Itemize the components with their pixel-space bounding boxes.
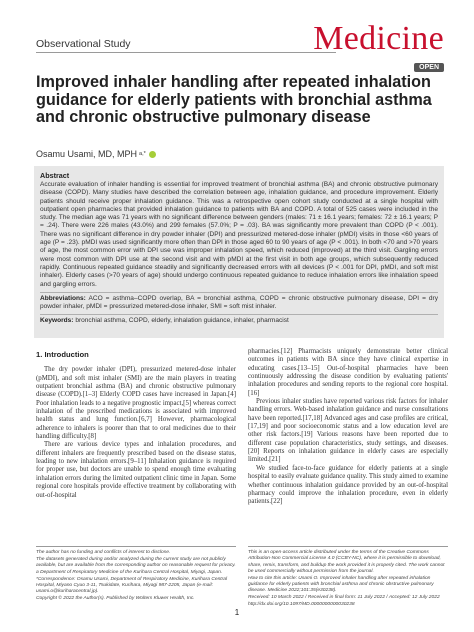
abbreviations — [40, 295, 438, 312]
footnote-divider-left — [36, 546, 236, 547]
open-access-badge: OPEN — [414, 63, 444, 72]
body-column-right — [248, 348, 448, 507]
article-title: Improved inhaler handling after repeated inhalation guidance for elderly patients with bronchial asthma and chronic obstructive pulmonary disease — [36, 73, 432, 126]
body-paragraph: We studied face-to-face guidance for elderly patients at a single hospital to easily evaluate guidance quality. This study aimed to examine whether continuous inhalation guidance provided by an out-of-hospital pharmacy could improve the inhalation procedure, even in elderly patients.[22] — [248, 464, 448, 506]
journal-brand — [313, 22, 444, 56]
footnote: Copyright © 2022 the Author(s). Published by Wolters Kluwer Health, Inc. — [36, 596, 195, 602]
abbreviations-label: Abbreviations: — [40, 294, 86, 302]
abstract-heading: Abstract — [40, 171, 70, 180]
keywords-divider — [40, 314, 438, 315]
abstract-divider — [40, 292, 438, 293]
footnote: *Correspondence: Osamu Usami, Department of Respiratory Medicine, Kurihara Central Hospital, Miyano Cyuo 3-11, Tsukidate, Kurihara, Miyagi 987-2205, Japan (e-mail: usami.o@kuriharacentral.jp). — [36, 576, 228, 595]
abstract-text: Accurate evaluation of inhaler handling is essential for improved treatment of bronchial asthma (BA) and chronic obstructive pulmonary disease (COPD). Many studies have described the correlation between age, inhalation guidance, and procedure improvement. Elderly patients should receive proper inhalation guidance. This was a retrospective open cohort study conducted at a single hospital with outpatient open pharmacies that provided inhalation guidance to patients with BA and COPD. A total of 525 cases were included in the study. The median age was 71 years with no significant difference between genders (males: 71 ± 16.1 years; females: 72 ± 16.1 years; P = .24). There were 226 males (43.0%) and 299 females (57.0%; P = .03). BA was significantly more prevalent than COPD (P < .001). There was no significant difference in dry powder inhaler (DPI) and pressurized metered-dose inhaler (pMDI) visits in those <60 years of age (P = .23). pMDI was used significantly more often than DPI in those aged 60 to 90 years of age (P < .001). In both <70 and >70 years of age, the most common error with DPI use was improper inhalation speed, which reduced (improved) at the third visit. Gargling errors were most common with DPI use at the second visit and with pMDI at the first visit in both age groups, which subsequently reduced rapidly. Continuous repeated guidance steadily and significantly decreased errors with all devices (P < .001 for DPI, pMDI, and soft mist inhaler). Elderly cases (>70 years of age) should undergo continuous repeated guidance to reduce inhalation errors like inhalation speed and gargling errors. — [40, 181, 438, 288]
body-paragraph: Previous inhaler studies have reported various risk factors for inhaler handling errors. Web-based inhalation guidance and nurse consultations have been reported.[17,18] Advanced ages and case profiles are critical,[17,19] and poor socioeconomic status and a low education level are other risk factors.[19] Various reasons have been reported due to different case population characteristics, study settings, and diseases.[20] Reports on inhalation guidance in elderly cases are especially limited.[21] — [248, 398, 448, 464]
footnote: The author has no funding and conflicts of interest to disclose. — [36, 550, 171, 555]
orcid-icon[interactable] — [149, 151, 156, 158]
section-label: Observational Study — [36, 38, 131, 50]
footnotes-right — [248, 550, 448, 609]
body-paragraph: There are various device types and inhalation procedures, and different inhalers are frequently prescribed based on the disease status, leading to new inhalation errors.[9–11] Inhalation guidance is required for proper use, but doctors are unable to spend enough time evaluating inhalation errors during the limited outpatient clinic time in Japan. Some regional core hospitals provide effective treatment by collaborating with out-of-hospital — [36, 441, 236, 499]
keywords-text: bronchial asthma, COPD, elderly, inhalation guidance, inhaler, pharmacist — [75, 317, 289, 325]
footnote: a Department of Respiratory Medicine of the Kurihara Central Hospital, Miyagi, Japan. — [36, 569, 223, 575]
open-badge-wrap — [414, 56, 444, 74]
abstract-box — [34, 166, 444, 338]
footnote-divider-right — [248, 546, 448, 547]
footnotes-left — [36, 550, 236, 603]
doi-link[interactable]: http://dx.doi.org/10.1097/MD.0000000000030238 — [248, 601, 355, 607]
header-divider — [36, 52, 336, 53]
abbreviations-text: ACO = asthma–COPD overlap, BA = bronchial asthma, COPD = chronic obstructive pulmonary disease, DPI = dry powder inhaler, pMDI = pressurized metered-dose inhaler, SMI = soft mist inhaler. — [40, 294, 438, 311]
footnote: How to cite this article: Usami O. Improved inhaler handling after repeated inhalation guidance for elderly patients with bronchial asthma and chronic obstructive pulmonary disease. Medicine 2022;101:35(e30238). — [248, 575, 434, 594]
author-affiliation-marks: a,* — [139, 151, 146, 157]
keywords-label: Keywords: — [40, 317, 74, 325]
page-number: 1 — [234, 608, 240, 617]
journal-name: Medicine — [313, 20, 444, 57]
footnote: This is an open-access article distributed under the terms of the Creative Commons Attribution-Non Commercial License 4.0 (CCBY-NC), where it is permissible to download, share, remix, transform, and buildup the work provided it is properly cited. The work cannot be used commercially without permission from the journal. — [248, 550, 445, 574]
journal-header — [0, 0, 474, 71]
body-column-left — [36, 348, 236, 500]
section-heading-introduction: 1. Introduction — [36, 350, 89, 359]
footnote: The datasets generated during and/or analyzed during the current study are not publicly available, but are available from the corresponding author on reasonable request for privacy. — [36, 556, 236, 569]
body-paragraph: pharmacies.[12] Pharmacists uniquely demonstrate better clinical outcomes in patients with BA since they have clinical expertise in educating cases.[13–15] Out-of-hospital pharmacies have been continuously addressing the disease condition by evaluating patients' inhalation procedures and sending reports to the regional core hospital.[16] — [248, 348, 448, 397]
author-line — [36, 149, 156, 159]
footnote: Received: 10 March 2022 / Received in final form: 11 July 2022 / Accepted: 12 July 2022 — [248, 595, 440, 601]
keywords — [40, 317, 438, 325]
body-paragraph: The dry powder inhaler (DPI), pressurized metered-dose inhaler (pMDI), and soft mist inhaler (SMI) are the main players in treating outpatient bronchial asthma (BA) and chronic obstructive pulmonary disease (COPD).[1–3] Elderly COPD cases have increased in Japan.[4] Poor inhalation leads to a negative prognostic impact,[5] whereas correct inhalation of the prescribed medications is associated with improved health status and lung function.[6,7] However, pharmacological adherence to inhalers is poorer than that to oral medicines due to their handling difficulty.[8] — [36, 366, 236, 441]
author-name: Osamu Usami, MD, MPH — [36, 149, 138, 159]
